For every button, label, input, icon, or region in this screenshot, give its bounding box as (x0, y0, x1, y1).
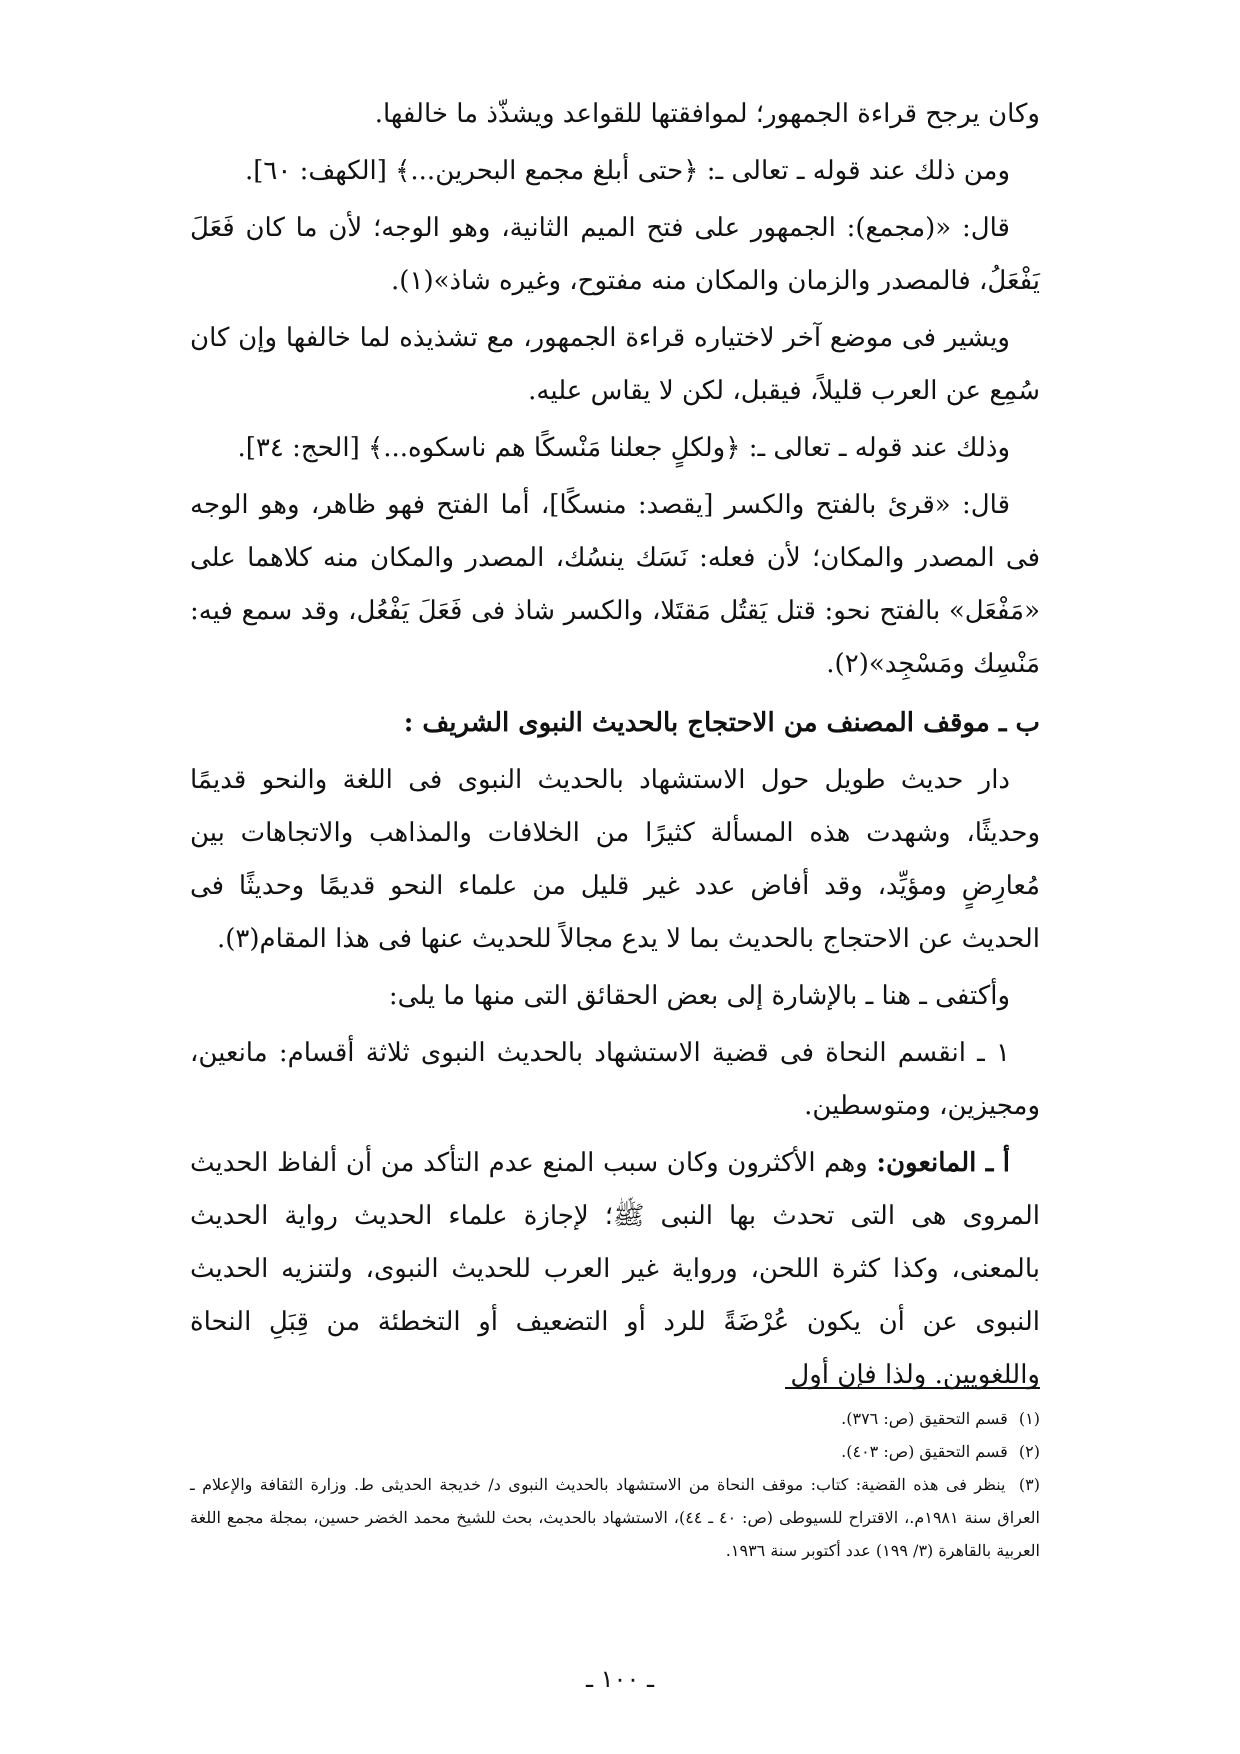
footnote-3-number: (٣) (1018, 1475, 1040, 1494)
footnote-2-number: (٢) (1018, 1442, 1040, 1461)
paragraph-6: قال: «قرئ بالفتح والكسر [يقصد: منسكًا]، أما الفتح فهو ظاهر، وهو الوجه فى المصدر والمكان؛ لأن فعله: نَسَك ينسُك، المصدر والمكان منه كلاهما على «مَفْعَل» بالفتح نحو: قتل يَقتُل مَقتَلا، والكسر شاذ فى فَعَلَ يَفْعُل، وقد سمع فيه: مَنْسِك ومَسْجِد»(٢). (190, 490, 1040, 679)
paragraph-10-lead: أ ـ المانعون: (876, 1148, 1010, 1178)
footnote-2-text: قسم التحقيق (ص: ٤٠٣). (841, 1442, 1008, 1461)
page-number: ـ ١٠٠ ـ (585, 1665, 654, 1693)
footnote-1-number: (١) (1018, 1409, 1040, 1428)
paragraph-4: ويشير فى موضع آخر لاختياره قراءة الجمهور، مع تشذيذه لما خالفها وإن كان سُمِع عن العرب قليلاً، فيقبل، لكن لا يقاس عليه. (190, 323, 1040, 406)
footnotes (190, 1402, 1040, 1567)
section-heading: ب ـ موقف المصنف من الاحتجاج بالحديث النبوى الشريف : (403, 708, 1040, 738)
paragraph-2: ومن ذلك عند قوله ـ تعالى ـ: ﴿حتى أبلغ مجمع البحرين...﴾ [الكهف: ٦٠]. (244, 156, 1010, 186)
footnote-1 (190, 1402, 1040, 1435)
footnote-1-text: قسم التحقيق (ص: ٣٧٦). (841, 1409, 1008, 1428)
paragraph-8: وأكتفى ـ هنا ـ بالإشارة إلى بعض الحقائق التى منها ما يلى: (388, 981, 1010, 1011)
paragraph-5: وذلك عند قوله ـ تعالى ـ: ﴿ولكلٍ جعلنا مَنْسكًا هم ناسكوه...﴾ [الحج: ٣٤]. (237, 433, 1010, 463)
paragraph-1: وكان يرجح قراءة الجمهور؛ لموافقتها للقواعد ويشذّذ ما خالفها. (374, 99, 1040, 129)
footnote-3 (190, 1468, 1040, 1567)
footnote-separator (785, 1387, 1040, 1389)
main-text (190, 88, 1040, 1406)
footnote-2 (190, 1435, 1040, 1468)
footnote-3-text: ينظر فى هذه القضية: كتاب: موقف النحاة من الاستشهاد بالحديث النبوى د/ خديجة الحديثى ط. وزارة الثقافة والإعلام ـ العراق سنة ١٩٨١م.، الاقتراح للسيوطى (ص: ٤٠ ـ ٤٤)، الاستشهاد بالحديث، بحث للشيخ محمد الخضر حسين، بمجلة مجمع اللغة العربية بالقاهرة (٣/ ١٩٩) عدد أكتوبر سنة ١٩٣٦. (190, 1475, 1041, 1560)
paragraph-10-text: وهم الأكثرون وكان سبب المنع عدم التأكد من أن ألفاظ الحديث المروى هى التى تحدث بها النبى ﷺ؛ لإجازة علماء الحديث رواية الحديث بالمعنى، وكذا كثرة اللحن، ورواية غير العرب للحديث النبوى، ولتنزيه الحديث النبوى عن أن يكون عُرْضَةً للرد أو التضعيف أو التخطئة من قِبَلِ النحاة واللغويين. ولذا فإن أول (190, 1148, 1040, 1390)
paragraph-3: قال: «(مجمع): الجمهور على فتح الميم الثانية، وهو الوجه؛ لأن ما كان فَعَلَ يَفْعَلُ، فالمصدر والزمان والمكان منه مفتوح، وغيره شاذ»(١). (190, 213, 1040, 296)
paragraph-10 (190, 1137, 1040, 1402)
paragraph-7: دار حديث طويل حول الاستشهاد بالحديث النبوى فى اللغة والنحو قديمًا وحديثًا، وشهدت هذه المسألة كثيرًا من الخلافات والمذاهب والاتجاهات بين مُعارِضٍ ومؤيِّد، وقد أفاض عدد غير قليل من علماء النحو قديمًا وحديثًا فى الحديث عن الاحتجاج بالحديث بما لا يدع مجالاً للحديث عنها فى هذا المقام(٣). (190, 765, 1040, 954)
paragraph-9: ١ ـ انقسم النحاة فى قضية الاستشهاد بالحديث النبوى ثلاثة أقسام: مانعين، ومجيزين، ومتوسطين. (190, 1038, 1040, 1121)
